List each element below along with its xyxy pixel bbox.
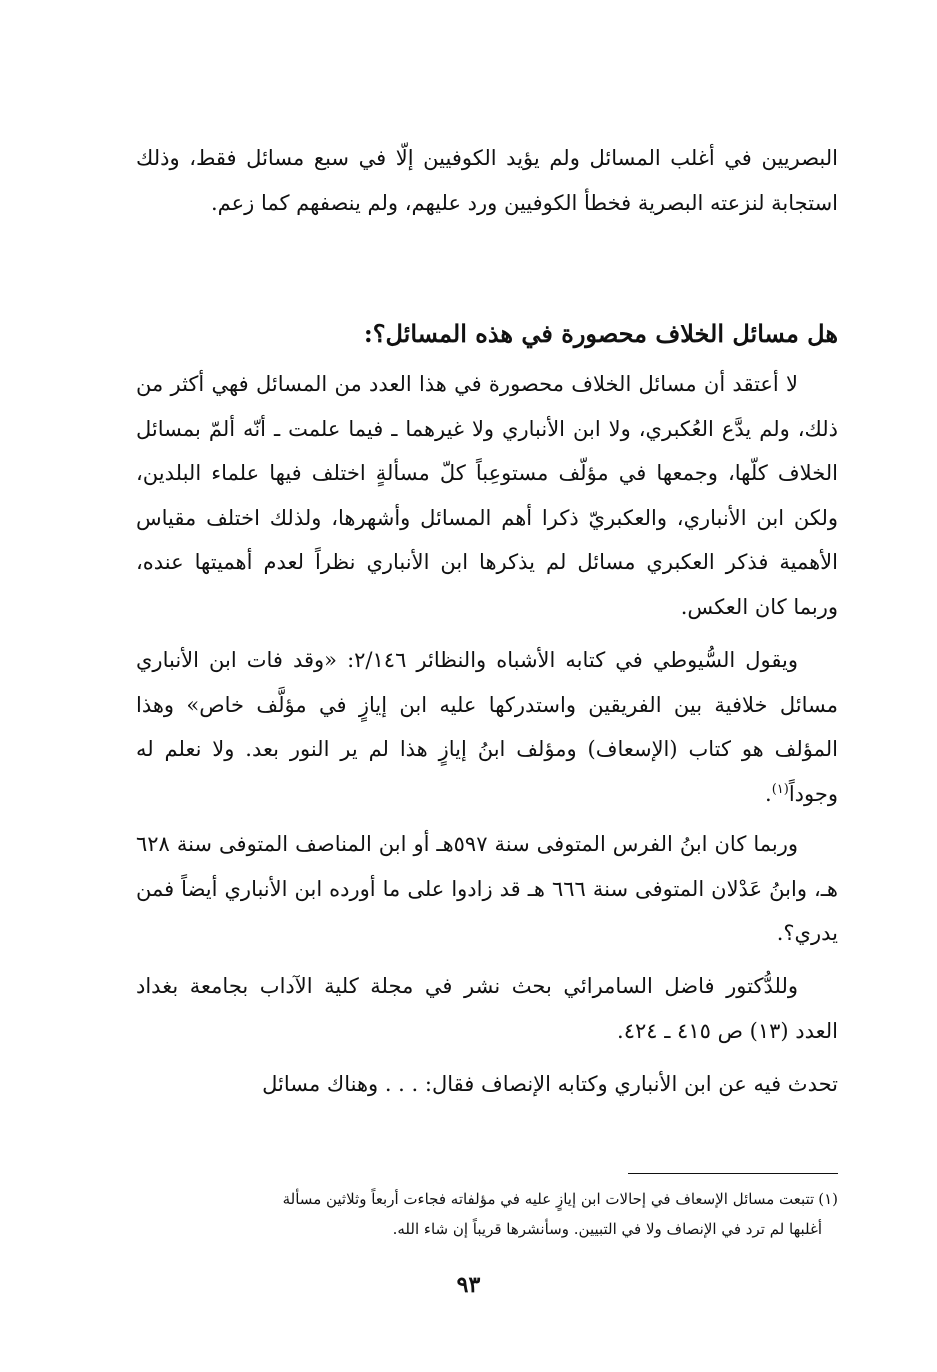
- paragraph-opening: البصريين في أغلب المسائل ولم يؤيد الكوفيين إلّا في سبع مسائل فقط، وذلك استجابة لنزعته البصرية فخطأ الكوفيين ورد عليهم، ولم ينصفهم كما زعم.: [136, 146, 838, 215]
- paragraph-other-authors: وربما كان ابنُ الفرس المتوفى سنة ٥٩٧هـ أو ابن المناصف المتوفى سنة ٦٢٨ هـ، وابنُ عَدْلان المتوفى سنة ٦٦٦ هـ قد زادوا على ما أورده ابن الأنباري أيضاً فمن يدري؟.: [136, 832, 838, 945]
- footnote-divider: [628, 1173, 838, 1174]
- page-number: ٩٣: [456, 1272, 481, 1298]
- footnote-reference[interactable]: (١): [771, 781, 789, 797]
- section-heading: هل مسائل الخلاف محصورة في هذه المسائل؟:: [363, 319, 838, 348]
- footnote: [136, 1184, 838, 1244]
- paragraph-continuation: تحدث فيه عن ابن الأنباري وكتابه الإنصاف فقال: . . . وهناك مسائل: [262, 1072, 838, 1096]
- paragraph-disputed-issues: لا أعتقد أن مسائل الخلاف محصورة في هذا العدد من المسائل فهي أكثر من ذلك، ولم يدَّع العُكبري، ولا ابن الأنباري ولا غيرهما ـ فيما علمت ـ أنّه ألمّ بمسائل الخلاف كلّها، وجمعها في مؤلّف مستوعِباً كلّ مسألةٍ اختلف فيها علماء البلدين، ولكن ابن الأنباري، والعكبريّ ذكرا أهم المسائل وأشهرها، ولذلك اختلف مقياس الأهمية فذكر العكبري مسائل لم يذكرها ابن الأنباري نظراً لعدم أهميتها عنده، وربما كان العكس.: [136, 372, 838, 619]
- footnote-line-1: تتبعت مسائل الإسعاف في إحالات ابن إيازٍ عليه في مؤلفاته فجاءت أربعاً وثلاثين مسألة: [282, 1190, 815, 1208]
- paragraph-suyuti-quote: [136, 638, 838, 816]
- paragraph-suyuti-text: ويقول السُّيوطي في كتابه الأشباه والنظائر ٢/١٤٦: «وقد فات ابن الأنباري مسائل خلافية بين الفريقين واستدركها عليه ابن إيازٍ في مؤلَّف خاص» وهذا المؤلف هو كتاب (الإسعاف) ومؤلف ابنُ إيازٍ هذا لم ير النور بعد. ولا نعلم له وجوداً: [136, 648, 838, 806]
- paragraph-samarrai-research: وللدُّكتور فاضل السامرائي بحث نشر في مجلة كلية الآداب بجامعة بغداد العدد (١٣) ص ٤١٥ ـ ٤٢٤.: [136, 974, 838, 1043]
- footnote-marker: (١): [818, 1190, 838, 1208]
- footnote-line-2: أغلبها لم ترد في الإنصاف ولا في التبيين. وسأنشرها قريباً إن شاء الله.: [392, 1220, 822, 1238]
- paragraph-suyuti-end: .: [765, 781, 772, 806]
